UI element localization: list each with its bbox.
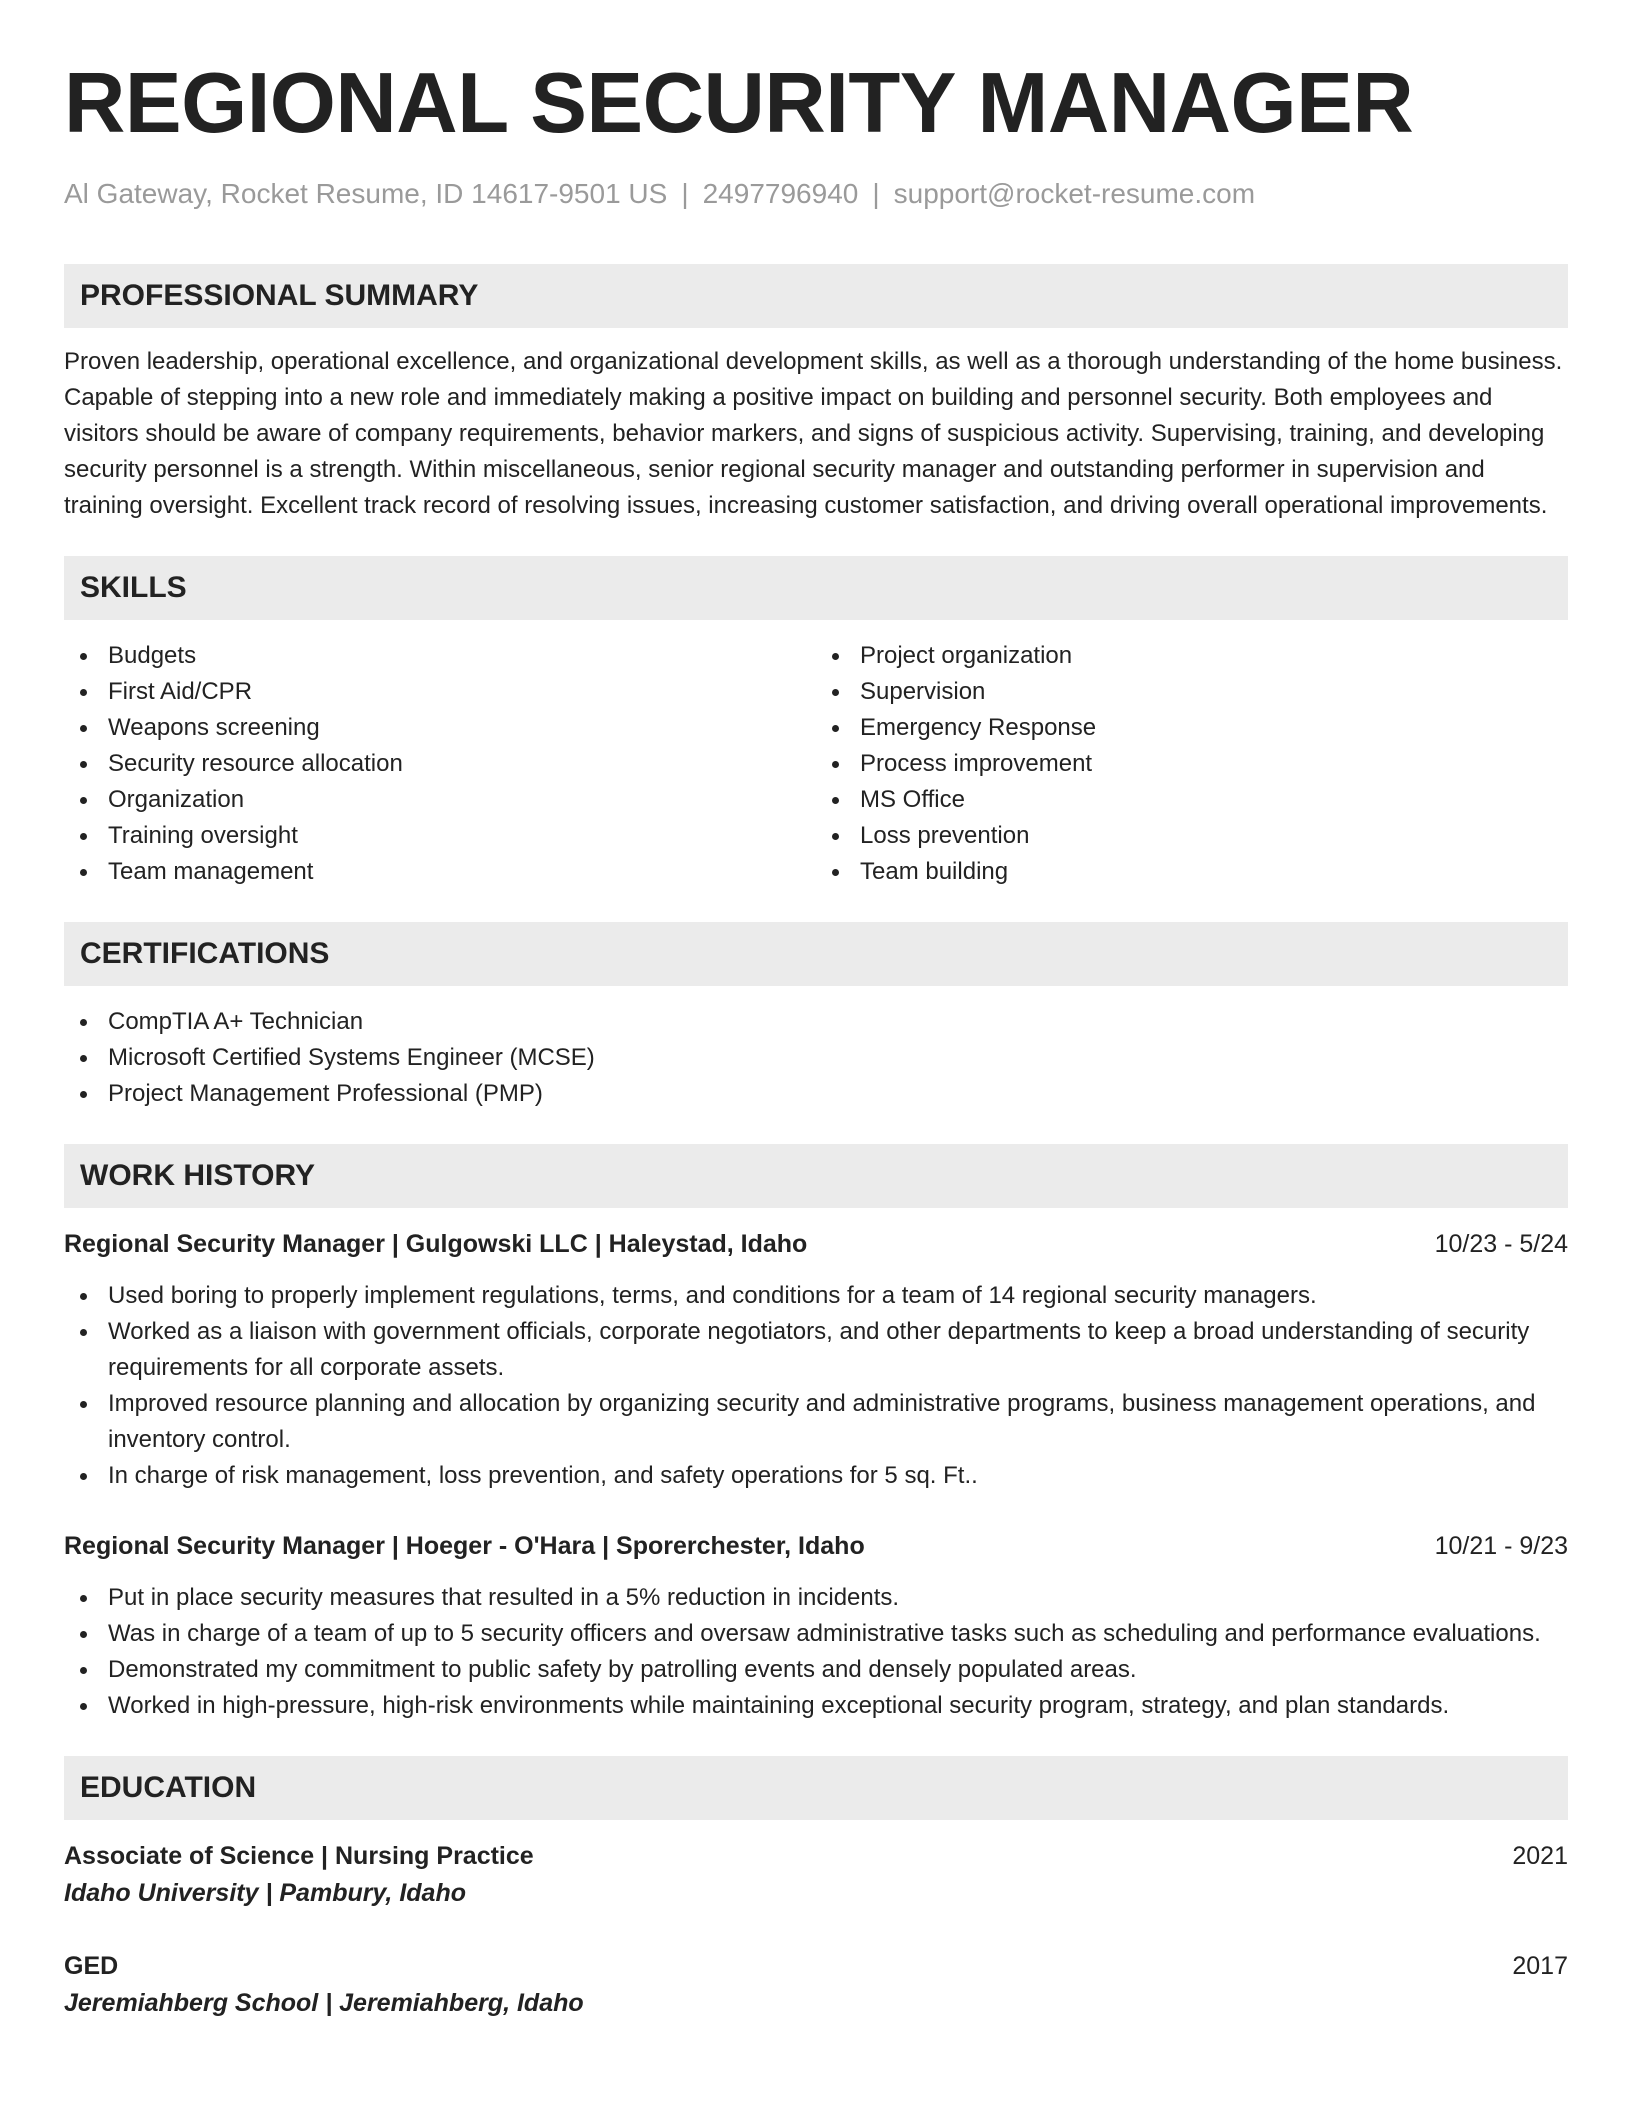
- contact-separator: |: [681, 178, 689, 209]
- job-dates: 10/23 - 5/24: [1434, 1230, 1568, 1258]
- section-header-work-history: WORK HISTORY: [64, 1144, 1568, 1208]
- section-header-skills: SKILLS: [64, 556, 1568, 620]
- skill-item: Supervision: [816, 674, 1568, 710]
- job-bullet: In charge of risk management, loss prevention, and safety operations for 5 sq. Ft..: [64, 1458, 1568, 1494]
- job-header: [64, 1226, 1568, 1262]
- skill-item: Emergency Response: [816, 710, 1568, 746]
- skills-columns: [64, 638, 1568, 890]
- contact-email: support@rocket-resume.com: [893, 178, 1256, 209]
- job-bullet: Worked in high-pressure, high-risk environments while maintaining exceptional security program, strategy, and plan standards.: [64, 1688, 1568, 1724]
- skill-item: First Aid/CPR: [64, 674, 816, 710]
- degree-title: GED: [64, 1952, 119, 1980]
- contact-address: Al Gateway, Rocket Resume, ID 14617-9501 US: [64, 178, 668, 209]
- skill-item: MS Office: [816, 782, 1568, 818]
- job-title: Regional Security Manager | Hoeger - O'Hara | Sporerchester, Idaho: [64, 1532, 865, 1560]
- education-header: [64, 1838, 1568, 1874]
- graduation-year: 2021: [1512, 1842, 1568, 1870]
- job-bullet: Put in place security measures that resulted in a 5% reduction in incidents.: [64, 1580, 1568, 1616]
- degree-title: Associate of Science | Nursing Practice: [64, 1842, 534, 1870]
- certification-item: Project Management Professional (PMP): [64, 1076, 1568, 1112]
- contact-separator: |: [872, 178, 880, 209]
- section-header-education: EDUCATION: [64, 1756, 1568, 1820]
- contact-line: [64, 176, 1568, 212]
- graduation-year: 2017: [1512, 1952, 1568, 1980]
- skill-item: Process improvement: [816, 746, 1568, 782]
- job-header: [64, 1528, 1568, 1564]
- job-bullet: Was in charge of a team of up to 5 security officers and oversaw administrative tasks such as scheduling and performance evaluations.: [64, 1616, 1568, 1652]
- education-entry: [64, 1838, 1568, 1912]
- summary-text: Proven leadership, operational excellence, and organizational development skills, as well as a thorough understanding of the home business. Capable of stepping into a new role and immediately making a positive impact on building and personnel security. Both employees and visitors should be aware of company requirements, behavior markers, and signs of suspicious activity. Supervising, training, and developing security personnel is a strength. Within miscellaneous, senior regional security manager and outstanding performer in supervision and training oversight. Excellent track record of resolving issues, increasing customer satisfaction, and driving overall operational improvements.: [64, 348, 1563, 519]
- skill-item: Team building: [816, 854, 1568, 890]
- job-title: Regional Security Manager | Gulgowski LLC | Haleystad, Idaho: [64, 1230, 808, 1258]
- section-header-certifications: CERTIFICATIONS: [64, 922, 1568, 986]
- certification-item: Microsoft Certified Systems Engineer (MCSE): [64, 1040, 1568, 1076]
- skill-item: Loss prevention: [816, 818, 1568, 854]
- school-name: Jeremiahberg School | Jeremiahberg, Idaho: [64, 1989, 584, 2017]
- skill-item: Project organization: [816, 638, 1568, 674]
- skill-item: Organization: [64, 782, 816, 818]
- education-header: [64, 1948, 1568, 1984]
- certification-item: CompTIA A+ Technician: [64, 1004, 1568, 1040]
- job-bullets: [64, 1580, 1568, 1724]
- job-bullet: Used boring to properly implement regulations, terms, and conditions for a team of 14 regional security managers.: [64, 1278, 1568, 1314]
- job-bullet: Demonstrated my commitment to public safety by patrolling events and densely populated areas.: [64, 1652, 1568, 1688]
- skill-item: Security resource allocation: [64, 746, 816, 782]
- job-bullet: Worked as a liaison with government officials, corporate negotiators, and other departments to keep a broad understanding of security requirements for all corporate assets.: [64, 1314, 1568, 1386]
- job-entry: [64, 1528, 1568, 1724]
- education-entry: [64, 1948, 1568, 2022]
- skill-item: Weapons screening: [64, 710, 816, 746]
- job-entry: [64, 1226, 1568, 1494]
- contact-phone: 2497796940: [702, 178, 859, 209]
- certifications-list: [64, 1004, 1568, 1112]
- section-header-summary: PROFESSIONAL SUMMARY: [64, 264, 1568, 328]
- job-bullet: Improved resource planning and allocation by organizing security and administrative programs, business management operations, and inventory control.: [64, 1386, 1568, 1458]
- school-name: Idaho University | Pambury, Idaho: [64, 1879, 466, 1907]
- job-bullets: [64, 1278, 1568, 1494]
- skills-list-right: [816, 638, 1568, 890]
- resume-title: REGIONAL SECURITY MANAGER: [64, 56, 1414, 151]
- skill-item: Team management: [64, 854, 816, 890]
- skill-item: Budgets: [64, 638, 816, 674]
- job-dates: 10/21 - 9/23: [1434, 1532, 1568, 1560]
- skills-list-left: [64, 638, 816, 890]
- skill-item: Training oversight: [64, 818, 816, 854]
